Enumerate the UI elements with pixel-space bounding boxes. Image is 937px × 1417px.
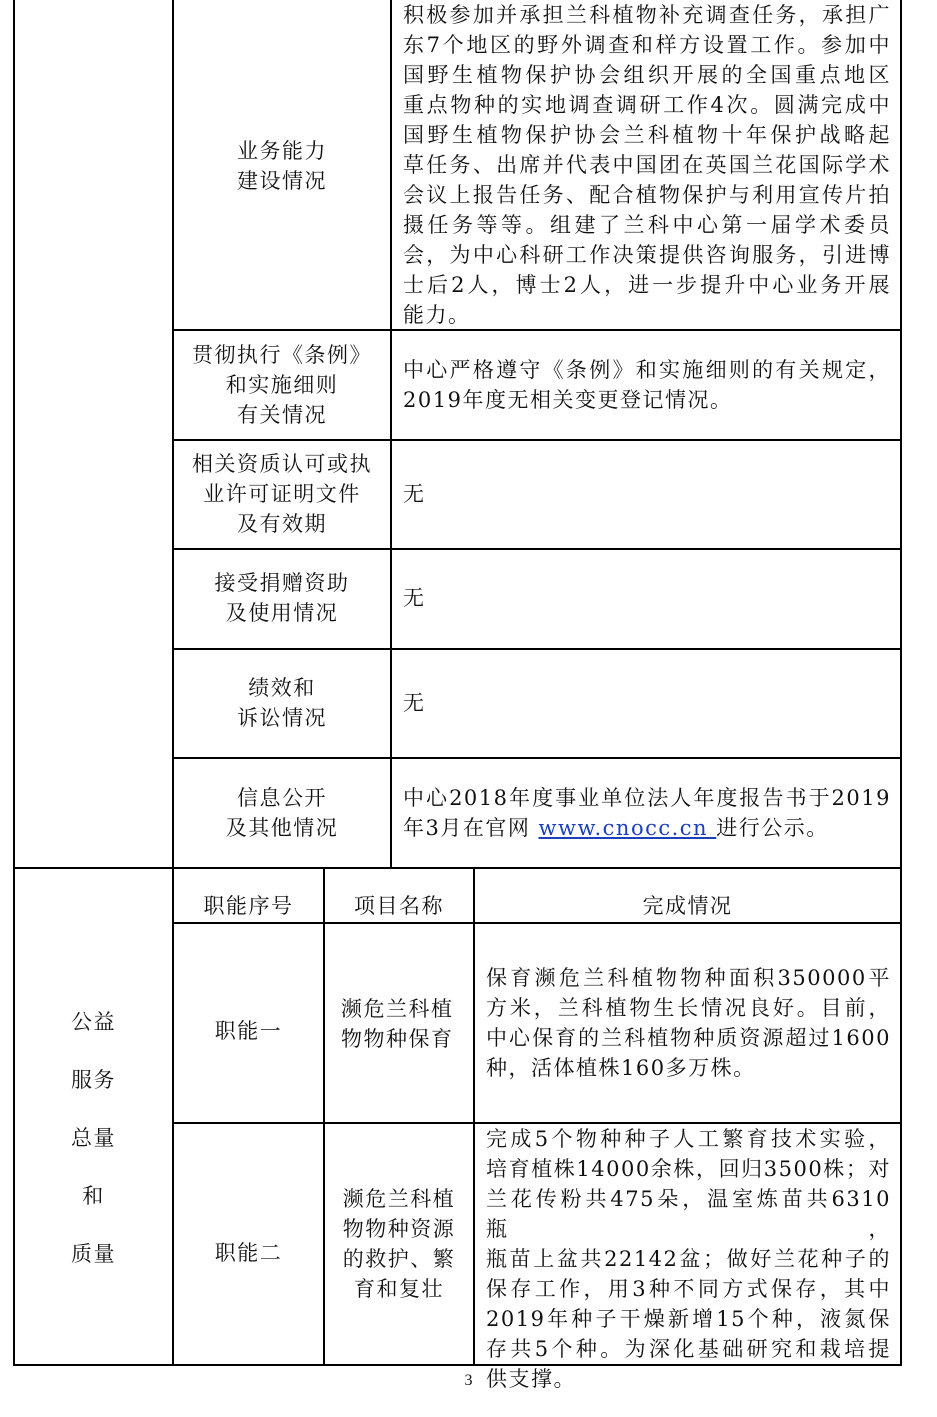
row-content: 中心严格遵守《条例》和实施细则的有关规定， 2019年度无相关变更登记情况。 [403,358,891,412]
table-right-border [900,0,902,1366]
page-number: 3 [464,1372,473,1389]
function-project: 濒危兰科植 物物种保育 [341,997,454,1051]
header-index: 职能序号 [203,894,294,918]
column-divider [473,868,475,1366]
section-divider [13,867,902,869]
row-label: 绩效和 诉讼情况 [237,676,327,730]
header-project: 项目名称 [354,894,444,918]
row-content: 无 [403,586,426,610]
row-content: 中心2018年度事业单位法人年度报告书于2019 年3月在官网 www.cnocc.cn 进行公示。 [403,786,891,840]
row-divider [172,757,902,759]
function-index: 职能一 [214,1019,283,1043]
row-divider [172,922,902,924]
function-index: 职能二 [214,1241,283,1265]
row-label: 业务能力 建设情况 [237,139,327,193]
row-divider [172,648,902,650]
row-divider [172,548,902,550]
function-result: 保育濒危兰科植物物种面积350000平 方米，兰科植物生长情况良好。目前， 中心保育的兰科植物种质资源超过1600 种，活体植株160多万株。 [486,966,891,1080]
row-content: 无 [403,482,426,506]
website-link[interactable]: www.cnocc.cn [538,816,717,840]
function-result: 完成5个物种种子人工繁育技术实验， 培育植株14000余株，回归3500株；对 兰花传粉共475朵，温室炼苗共6310瓶， 瓶苗上盆共22142盆；做好兰花种子的 保存工作，用3种不同方式保存，其中 2019年种子干燥新增15个种，液氮保 存共5个种。为深化基础研究和栽培提 供支撑。 [486,1127,891,1391]
header-result: 完成情况 [642,894,733,918]
row-label: 接受捐赠资助 及使用情况 [214,571,350,625]
row-label: 信息公开 及其他情况 [225,786,339,840]
row-label: 贯彻执行《条例》 和实施细则 有关情况 [192,343,372,427]
column-divider [390,0,392,868]
function-project: 濒危兰科植 物物种资源 的救护、繁 育和复壮 [342,1187,456,1301]
row-content: 积极参加并承担兰科植物补充调查任务，承担广 东7个地区的野外调查和样方设置工作。参加中 国野生植物保护协会组织开展的全国重点地区 重点物种的实地调查调研工作4次。圆满完成中 国野生植物保护协会兰科植物十年保护战略起 草任务、出席并代表中国团在英国兰花国际学术 会议上报告任务、配合植物保护与利用宣传片拍 摄任务等等。组建了兰科中心第一届学术委员 会，为中心科研工作决策提供咨询服务，引进博 士后2人，博士2人，进一步提升中心业务开展 能力。 [403,3,891,327]
row-divider [172,439,902,441]
row-content: 无 [403,691,426,715]
row-label: 相关资质认可或执 业许可证明文件 及有效期 [192,452,372,536]
section-side-label: 公益 服务 总量 和 质量 [71,1010,116,1266]
